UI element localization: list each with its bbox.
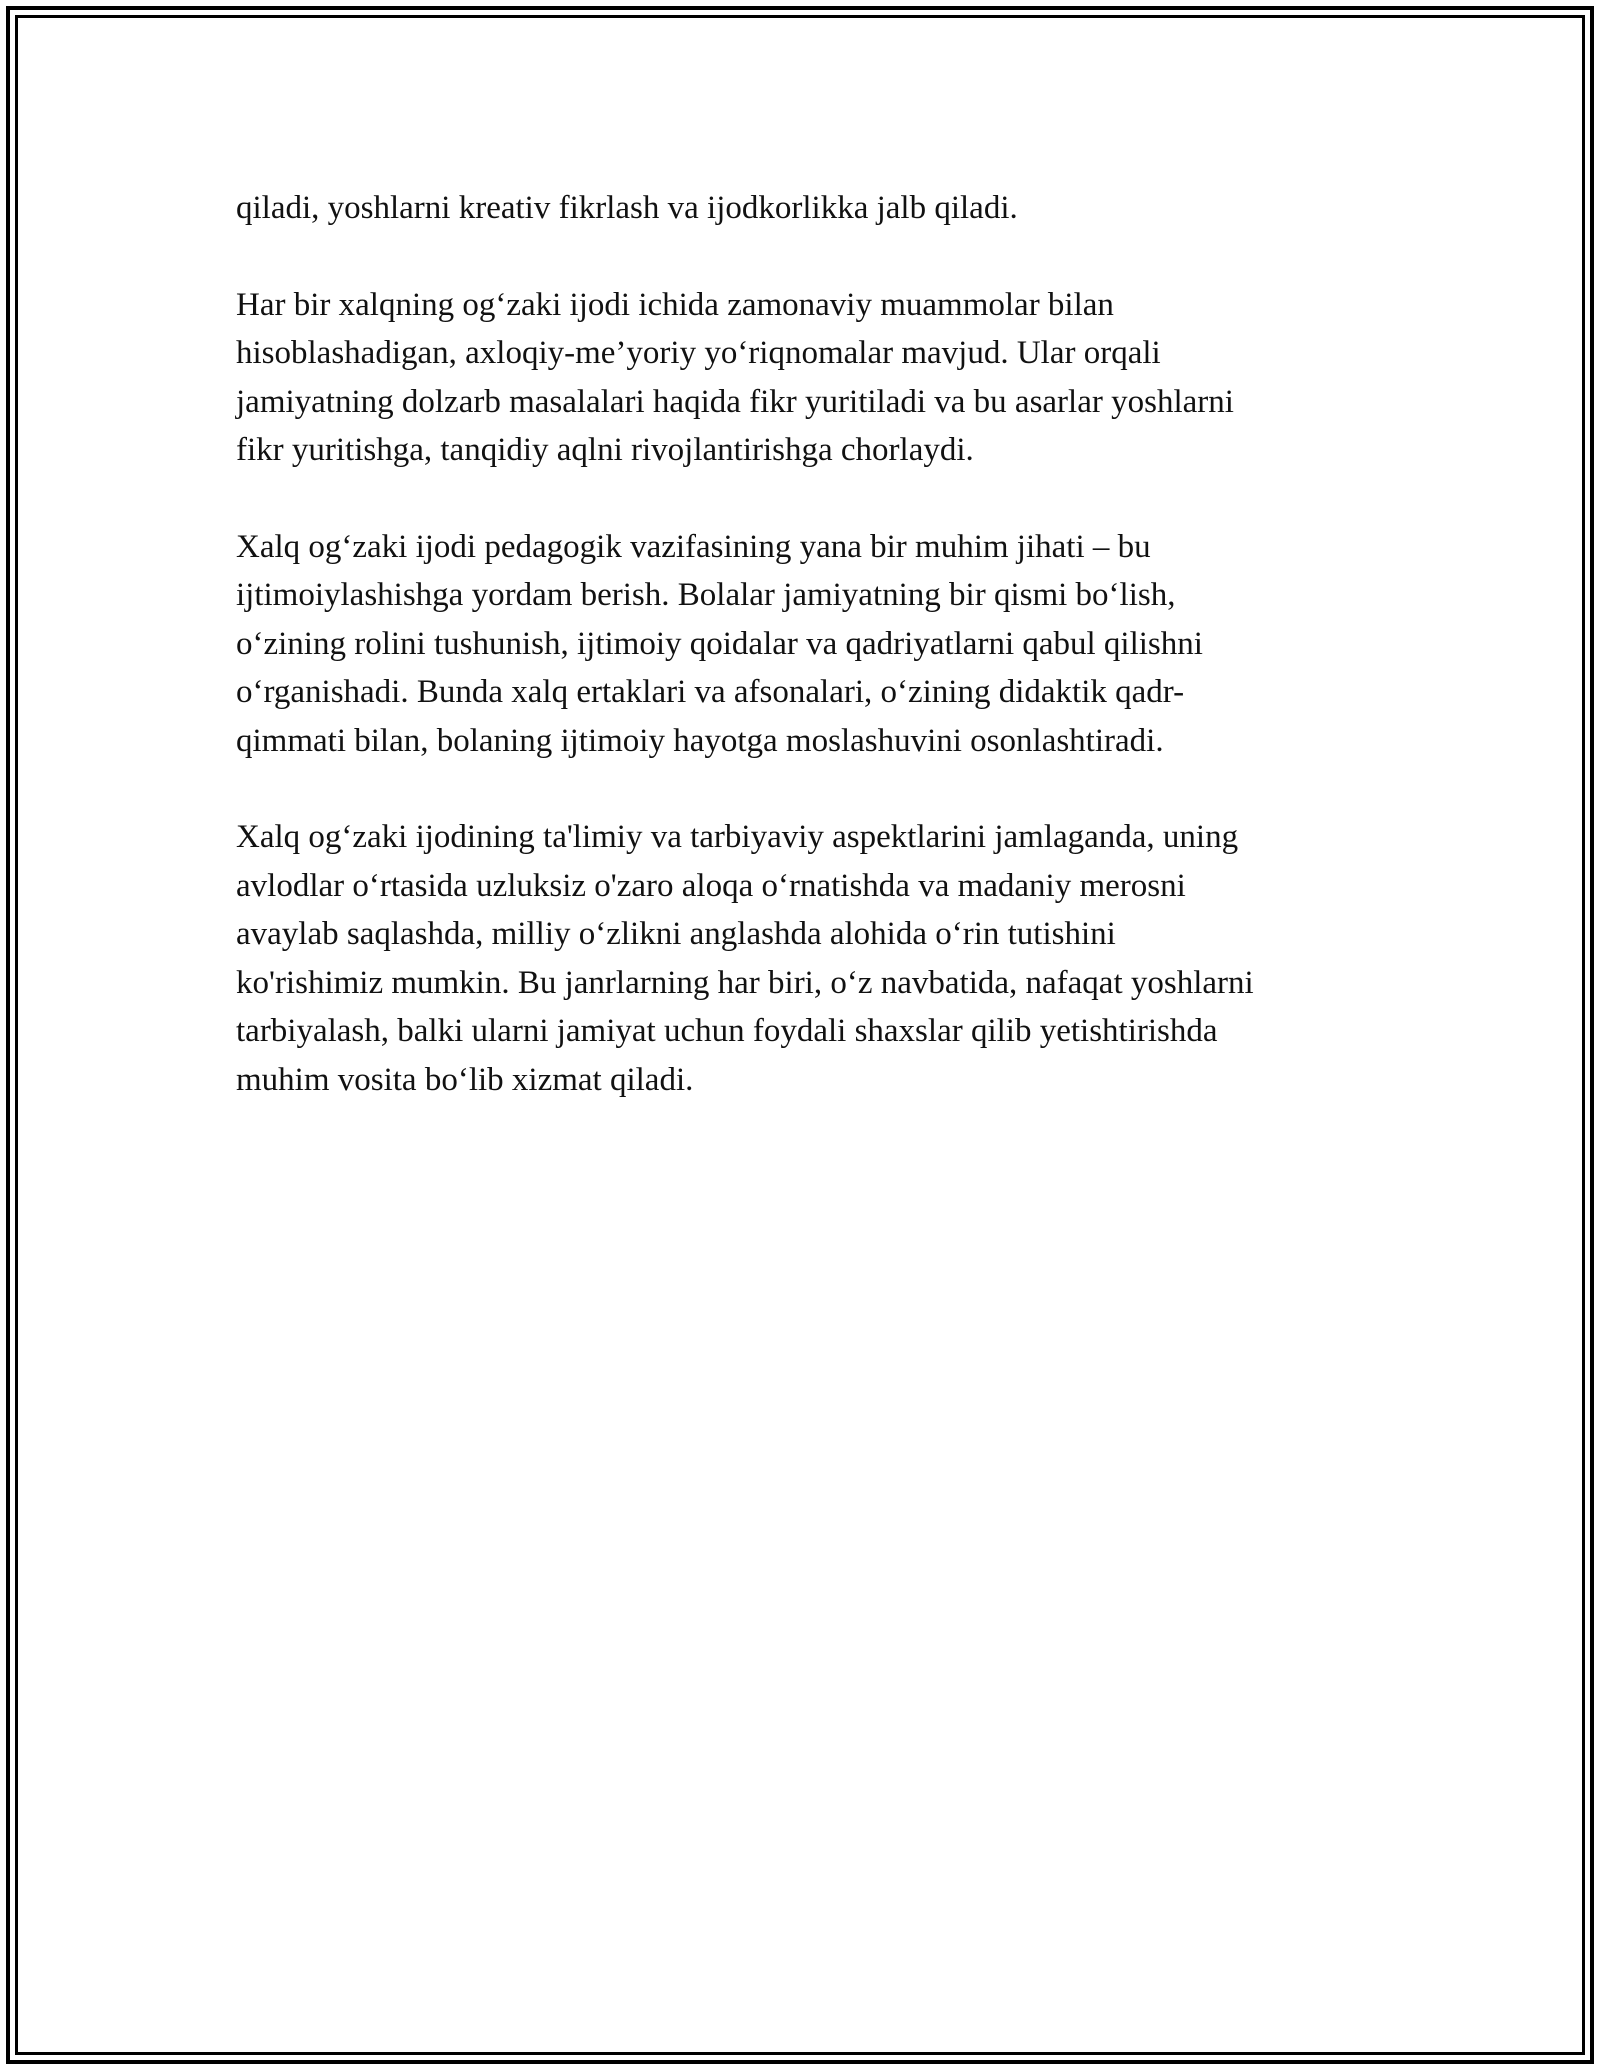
document-body [236, 184, 1376, 1152]
paragraph-3: Xalq og‘zaki ijodi pedagogik vazifasining yana bir muhim jihati – bu ijtimoiylashishga yordam berish. Bolalar jamiyatning bir qismi bo‘lish, o‘zining rolini tushunish, ijtimoiy qoidalar va qadriyatlarni qabul qilishni o‘rganishadi. Bunda xalq ertaklari va afsonalari, o‘zining didaktik qadr- qimmati bilan, bolaning ijtimoiy hayotga moslashuvini osonlashtiradi. [236, 528, 1203, 759]
paragraph-2: Har bir xalqning og‘zaki ijodi ichida zamonaviy muammolar bilan hisoblashadigan, axloqiy-me’yoriy yo‘riqnomalar mavjud. Ular orqali jamiyatning dolzarb masalalari haqida fikr yuritiladi va bu asarlar yoshlarni fikr yuritishga, tanqidiy aqlni rivojlantirishga chorlaydi. [236, 286, 1234, 468]
paragraph-4: Xalq og‘zaki ijodining ta'limiy va tarbiyaviy aspektlarini jamlaganda, uning avlodlar o‘rtasida uzluksiz o'zaro aloqa o‘rnatishda va madaniy merosni avaylab saqlashda, milliy o‘zlikni anglashda alohida o‘rin tutishini ko'rishimiz mumkin. Bu janrlarning har biri, o‘z navbatida, nafaqat yoshlarni tarbiyalash, balki ularni jamiyat uchun foydali shaxslar qilib yetishtirishda muhim vosita bo‘lib xizmat qiladi. [236, 819, 1254, 1098]
paragraph-1: qiladi, yoshlarni kreativ fikrlash va ijodkorlikka jalb qiladi. [236, 190, 1018, 226]
